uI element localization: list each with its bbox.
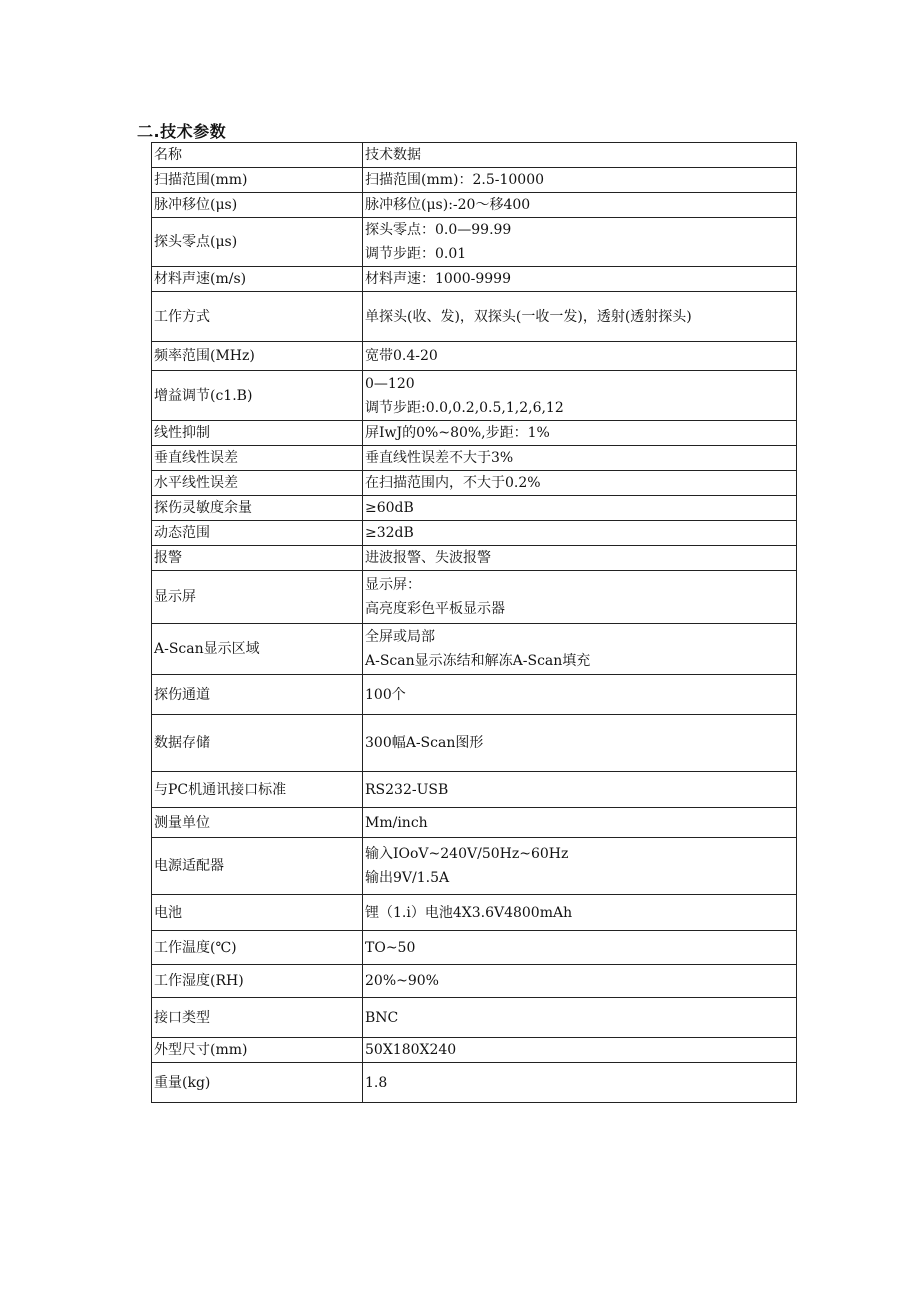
param-name: 工作方式 xyxy=(152,292,363,342)
param-name: 动态范围 xyxy=(152,521,363,546)
param-value-line: 进波报警、失波报警 xyxy=(365,550,491,566)
table-row xyxy=(152,772,797,808)
param-value xyxy=(363,546,797,571)
table-row xyxy=(152,998,797,1038)
param-value-line: BNC xyxy=(365,1009,399,1026)
param-value xyxy=(363,1038,797,1063)
param-name: 显示屏 xyxy=(152,571,363,624)
table-row xyxy=(152,808,797,838)
table-row xyxy=(152,471,797,496)
table-row xyxy=(152,675,797,715)
param-value-line: Mm/inch xyxy=(365,814,428,831)
param-value-line: 锂（1.i）电池4X3.6V4800mAh xyxy=(365,904,573,921)
param-name: 测量单位 xyxy=(152,808,363,838)
param-name: 工作湿度(RH) xyxy=(152,965,363,998)
param-value-line: TO~50 xyxy=(365,939,416,956)
param-value xyxy=(363,838,797,895)
param-value-line: RS232-USB xyxy=(365,781,449,798)
param-name: 探头零点(μs) xyxy=(152,218,363,267)
table-row xyxy=(152,446,797,471)
table-row xyxy=(152,715,797,772)
param-name: A-Scan显示区域 xyxy=(152,624,363,675)
param-name: 水平线性误差 xyxy=(152,471,363,496)
header-value: 技术数据 xyxy=(363,143,797,168)
table-row xyxy=(152,371,797,421)
param-value xyxy=(363,965,797,998)
param-value-line: 输入IOoV~240V/50Hz~60Hz xyxy=(365,846,569,862)
table-row xyxy=(152,965,797,998)
param-value xyxy=(363,193,797,218)
param-value-line: 宽带0.4-20 xyxy=(365,348,438,364)
param-value-line: ≥60dB xyxy=(365,500,414,516)
param-value xyxy=(363,772,797,808)
param-name: 探伤灵敏度余量 xyxy=(152,496,363,521)
param-value-line: 100个 xyxy=(365,686,406,703)
table-row xyxy=(152,218,797,267)
table-row xyxy=(152,1063,797,1103)
table-row xyxy=(152,342,797,371)
table-row xyxy=(152,521,797,546)
param-value xyxy=(363,1063,797,1103)
param-value-line: 调节步距:0.0,0.2,0.5,1,2,6,12 xyxy=(365,399,564,416)
param-value xyxy=(363,895,797,931)
param-name: 材料声速(m/s) xyxy=(152,267,363,292)
param-value xyxy=(363,675,797,715)
table-row xyxy=(152,267,797,292)
param-value-line: 材料声速：1000-9999 xyxy=(365,271,511,287)
table-header-row xyxy=(152,143,797,168)
param-value xyxy=(363,471,797,496)
param-value-line: 显示屏： xyxy=(365,577,421,593)
param-name: 外型尺寸(mm) xyxy=(152,1038,363,1063)
param-value xyxy=(363,624,797,675)
param-value-line: A-Scan显示冻结和解冻A-Scan填充 xyxy=(365,653,591,669)
table-row xyxy=(152,1038,797,1063)
param-value-line: ≥32dB xyxy=(365,525,414,541)
section-heading: 二.技术参数 xyxy=(137,122,227,141)
table-row xyxy=(152,624,797,675)
table-row xyxy=(152,838,797,895)
param-value xyxy=(363,446,797,471)
param-value-line: 全屏或局部 xyxy=(365,629,435,645)
param-value xyxy=(363,808,797,838)
param-value xyxy=(363,571,797,624)
table-row xyxy=(152,168,797,193)
param-name: 增益调节(c1.B) xyxy=(152,371,363,421)
table-row xyxy=(152,931,797,965)
table-row xyxy=(152,571,797,624)
param-value-line: 调节步距：0.01 xyxy=(365,246,467,262)
param-value-line: 屏IwJ的0%~80%,步距：1% xyxy=(365,425,550,441)
param-value xyxy=(363,371,797,421)
param-value xyxy=(363,342,797,371)
header-name: 名称 xyxy=(152,143,363,168)
param-value xyxy=(363,421,797,446)
param-name: 电池 xyxy=(152,895,363,931)
param-name: 与PC机通讯接口标准 xyxy=(152,772,363,808)
table-row xyxy=(152,421,797,446)
param-name: 线性抑制 xyxy=(152,421,363,446)
param-value xyxy=(363,998,797,1038)
param-value-line: 50X180X240 xyxy=(365,1042,457,1058)
table-row xyxy=(152,546,797,571)
param-value xyxy=(363,168,797,193)
param-name: 脉冲移位(μs) xyxy=(152,193,363,218)
param-value-line: 扫描范围(mm)：2.5-10000 xyxy=(365,172,545,188)
table-row xyxy=(152,496,797,521)
param-value-line: 300幅A-Scan图形 xyxy=(365,735,484,751)
param-value-line: 1.8 xyxy=(365,1074,388,1091)
param-name: 数据存储 xyxy=(152,715,363,772)
param-value-line: 0—120 xyxy=(365,375,415,392)
param-value-line: 在扫描范围内，不大于0.2% xyxy=(365,475,541,491)
param-value xyxy=(363,521,797,546)
param-name: 报警 xyxy=(152,546,363,571)
table-row xyxy=(152,895,797,931)
param-value-line: 单探头(收、发)，双探头(一收一发)，透射(透射探头) xyxy=(365,308,692,325)
param-name: 频率范围(MHz) xyxy=(152,342,363,371)
param-value xyxy=(363,931,797,965)
param-value xyxy=(363,218,797,267)
param-value-line: 脉冲移位(μs):-20～移400 xyxy=(365,197,531,213)
param-value xyxy=(363,292,797,342)
param-name: 垂直线性误差 xyxy=(152,446,363,471)
param-value-line: 输出9V/1.5A xyxy=(365,870,450,886)
param-name: 电源适配器 xyxy=(152,838,363,895)
param-value-line: 垂直线性误差不大于3% xyxy=(365,450,514,466)
table-row xyxy=(152,292,797,342)
param-name: 接口类型 xyxy=(152,998,363,1038)
param-name: 扫描范围(mm) xyxy=(152,168,363,193)
spec-table-body xyxy=(152,143,797,1103)
param-name: 工作温度(℃) xyxy=(152,931,363,965)
param-name: 重量(kg) xyxy=(152,1063,363,1103)
param-value xyxy=(363,496,797,521)
param-value xyxy=(363,267,797,292)
param-value-line: 20%~90% xyxy=(365,973,439,989)
param-value xyxy=(363,715,797,772)
table-row xyxy=(152,193,797,218)
param-value-line: 探头零点：0.0—99.99 xyxy=(365,222,512,238)
spec-table xyxy=(151,142,797,1103)
param-name: 探伤通道 xyxy=(152,675,363,715)
param-value-line: 高亮度彩色平板显示器 xyxy=(365,601,505,617)
